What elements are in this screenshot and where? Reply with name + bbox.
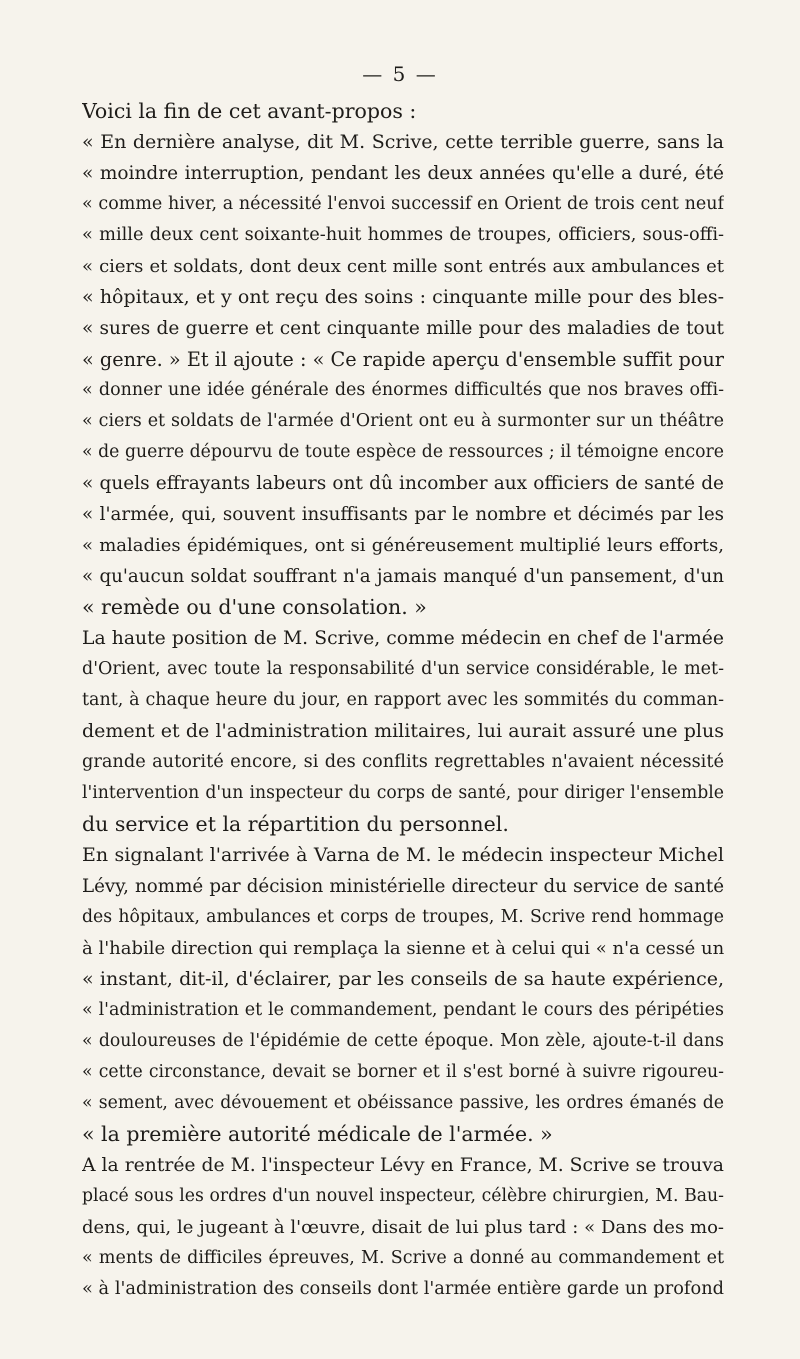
text-line: A la rentrée de M. l'inspecteur Lévy en France, M. Scrive se trouva [82, 1155, 724, 1176]
text-line: « ciers et soldats de l'armée d'Orient ont eu à surmonter sur un théâtre [82, 411, 724, 431]
text-line: « genre. » Et il ajoute : « Ce rapide aperçu d'ensemble suffit pour [82, 348, 724, 371]
text-line: « sement, avec dévouement et obéissance passive, les ordres émanés de [82, 1093, 724, 1113]
text-line: du service et la répartition du personnel. [82, 812, 509, 836]
text-line: « la première autorité médicale de l'armée. » [82, 1122, 553, 1146]
text-line: « moindre interruption, pendant les deux années qu'elle a duré, été [82, 163, 724, 184]
text-body [82, 96, 724, 1305]
text-line: « En dernière analyse, dit M. Scrive, cette terrible guerre, sans la [82, 131, 724, 153]
text-line: « donner une idée générale des énormes difficultés que nos braves offi- [82, 380, 724, 400]
text-line: « ciers et soldats, dont deux cent mille sont entrés aux ambulances et [82, 256, 724, 277]
text-line: « comme hiver, a nécessité l'envoi successif en Orient de trois cent neuf [82, 194, 724, 214]
text-line: d'Orient, avec toute la responsabilité d'un service considérable, le met- [82, 659, 724, 679]
text-line: des hôpitaux, ambulances et corps de troupes, M. Scrive rend hommage [82, 907, 724, 927]
text-line: « hôpitaux, et y ont reçu des soins : cinquante mille pour des bles- [82, 286, 724, 308]
text-line: « instant, dit-il, d'éclairer, par les conseils de sa haute expérience, [82, 968, 724, 990]
text-line: « ments de difficiles épreuves, M. Scrive a donné au commandement et [82, 1248, 724, 1268]
text-line: « maladies épidémiques, ont si généreusement multiplié leurs efforts, [82, 535, 724, 556]
text-line: En signalant l'arrivée à Varna de M. le médecin inspecteur Michel [82, 844, 724, 866]
text-line: « qu'aucun soldat souffrant n'a jamais manqué d'un pansement, d'un [82, 566, 724, 587]
text-line: « remède ou d'une consolation. » [82, 595, 427, 619]
text-line: « de guerre dépourvu de toute espèce de ressources ; il témoigne encore [82, 442, 724, 462]
text-line: Lévy, nommé par décision ministérielle directeur du service de santé [82, 876, 724, 897]
page-number: — 5 — [362, 62, 438, 86]
text-line: l'intervention d'un inspecteur du corps de santé, pour diriger l'ensemble [82, 783, 724, 803]
text-line: « l'armée, qui, souvent insuffisants par le nombre et décimés par les [82, 504, 724, 525]
text-line: à l'habile direction qui remplaça la sienne et à celui qui « n'a cessé un [82, 938, 724, 959]
text-line: La haute position de M. Scrive, comme médecin en chef de l'armée [82, 628, 724, 649]
text-line: grande autorité encore, si des conflits regrettables n'avaient nécessité [82, 752, 724, 772]
text-line: « l'administration et le commandement, pendant le cours des péripéties [82, 1000, 724, 1020]
text-line: Voici la fin de cet avant-propos : [82, 99, 417, 123]
text-line: placé sous les ordres d'un nouvel inspecteur, célèbre chirurgien, M. Bau- [82, 1186, 724, 1206]
text-line: « à l'administration des conseils dont l'armée entière garde un profond [82, 1279, 724, 1299]
text-line: « douloureuses de l'épidémie de cette époque. Mon zèle, ajoute-t-il dans [82, 1031, 724, 1051]
text-line: « mille deux cent soixante-huit hommes de troupes, officiers, sous-offi- [82, 225, 724, 245]
text-line: « quels effrayants labeurs ont dû incomber aux officiers de santé de [82, 473, 724, 494]
text-line: « cette circonstance, devait se borner et il s'est borné à suivre rigoureu- [82, 1062, 724, 1082]
text-line: dement et de l'administration militaires, lui aurait assuré une plus [82, 720, 724, 742]
text-line: « sures de guerre et cent cinquante mille pour des maladies de tout [82, 318, 724, 339]
text-line: dens, qui, le jugeant à l'œuvre, disait de lui plus tard : « Dans des mo- [82, 1217, 724, 1238]
text-line: tant, à chaque heure du jour, en rapport avec les sommités du comman- [82, 690, 724, 710]
